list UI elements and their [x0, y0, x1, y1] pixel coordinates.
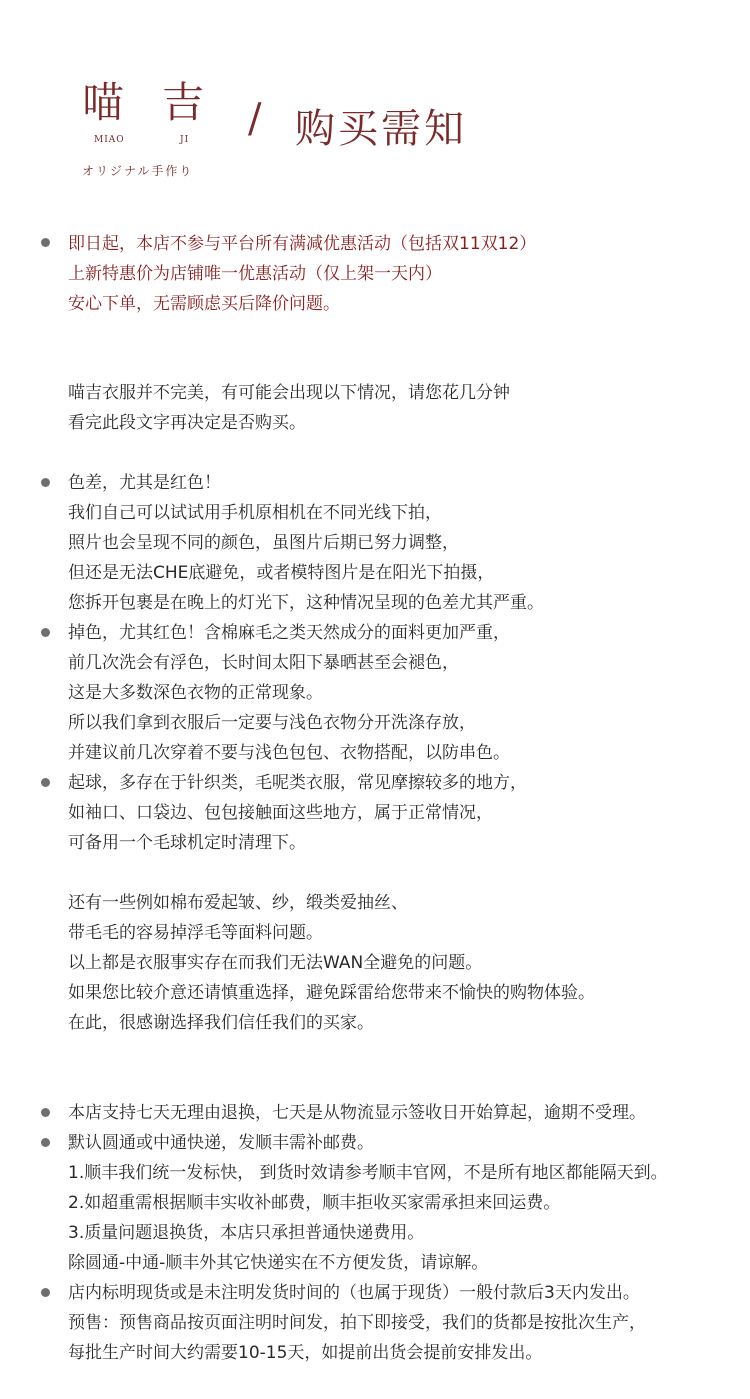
others-section [68, 888, 595, 1038]
intro-line: 喵吉衣服并不完美，有可能会出现以下情况，请您花几分钟 [68, 383, 510, 403]
bullet-icon [41, 238, 50, 247]
others-line: 以上都是衣服事实存在而我们无法WAN全避免的问题。 [68, 953, 483, 973]
policy-line: 1.顺丰我们统一发标快， 到货时效请参考顺丰官网，不是所有地区都能隔天到。 [68, 1163, 668, 1183]
issue-line: 可备用一个毛球机定时清理下。 [68, 833, 306, 853]
others-line: 在此，很感谢选择我们信任我们的买家。 [68, 1013, 374, 1033]
issue-line: 照片也会呈现不同的颜色，虽图片后期已努力调整， [68, 533, 459, 553]
policy-line: 除圆通-中通-顺丰外其它快递实在不方便发货，请谅解。 [68, 1253, 489, 1273]
issues-section [68, 468, 544, 858]
bullet-icon [41, 778, 50, 787]
policy-section [68, 1098, 668, 1368]
notice-line: 上新特惠价为店铺唯一优惠活动（仅上架一天内） [68, 264, 442, 284]
issue-line: 但还是无法CHE底避免，或者模特图片是在阳光下拍摄， [68, 563, 495, 583]
notice-section [68, 229, 536, 319]
issue-line: 这是大多数深色衣物的正常现象。 [68, 683, 323, 703]
bullet-icon [41, 1108, 50, 1117]
notice-line: 安心下单，无需顾虑买后降价问题。 [68, 294, 340, 314]
issue-line: 色差，尤其是红色！ [68, 473, 221, 493]
issue-line: 掉色，尤其红色！含棉麻毛之类天然成分的面料更加严重， [68, 623, 510, 643]
bullet-icon [41, 478, 50, 487]
issue-line: 您拆开包裹是在晚上的灯光下，这种情况呈现的色差尤其严重。 [68, 593, 544, 613]
policy-line: 本店支持七天无理由退换，七天是从物流显示签收日开始算起，逾期不受理。 [68, 1103, 646, 1123]
policy-line: 预售：预售商品按页面注明时间发，拍下即接受，我们的货都是按批次生产， [68, 1313, 646, 1333]
title-separator: / [248, 96, 262, 142]
intro-line: 看完此段文字再决定是否购买。 [68, 413, 306, 433]
intro-section [68, 378, 510, 438]
others-line: 带毛毛的容易掉浮毛等面料问题。 [68, 923, 323, 943]
issue-line: 起球，多存在于针织类，毛呢类衣服，常见摩擦较多的地方， [68, 773, 527, 793]
issue-line: 并建议前几次穿着不要与浅色包包、衣物搭配，以防串色。 [68, 743, 510, 763]
others-line: 还有一些例如棉布爱起皱、纱，缎类爱抽丝、 [68, 893, 408, 913]
bullet-icon [41, 628, 50, 637]
brand-pinyin-ji: JI [180, 135, 190, 145]
brand-char-ji: 吉 [162, 78, 205, 127]
policy-line: 每批生产时间大约需要10-15天，如提前出货会提前安排发出。 [68, 1343, 543, 1363]
policy-line: 2.如超重需根据顺丰实收补邮费，顺丰拒收买家需承担来回运费。 [68, 1193, 561, 1213]
issue-line: 如袖口、口袋边、包包接触面这些地方，属于正常情况， [68, 803, 493, 823]
bullet-icon [41, 1138, 50, 1147]
brand-char-miao: 喵 [82, 78, 125, 127]
notice-line: 即日起，本店不参与平台所有满减优惠活动（包括双11双12） [68, 234, 537, 254]
others-line: 如果您比较介意还请慎重选择，避免踩雷给您带来不愉快的购物体验。 [68, 983, 595, 1003]
issue-line: 前几次洗会有浮色，长时间太阳下暴晒甚至会褪色， [68, 653, 459, 673]
issue-line: 我们自己可以试试用手机原相机在不同光线下拍， [68, 503, 442, 523]
brand-pinyin-miao: MIAO [94, 135, 125, 145]
policy-line: 店内标明现货或是未注明发货时间的（也属于现货）一般付款后3天内发出。 [68, 1283, 640, 1303]
policy-line: 3.质量问题退换货，本店只承担普通快递费用。 [68, 1223, 425, 1243]
issue-line: 所以我们拿到衣服后一定要与浅色衣物分开洗涤存放， [68, 713, 476, 733]
brand-subtitle: オリジナル手作り [82, 164, 194, 178]
bullet-icon [41, 1288, 50, 1297]
policy-line: 默认圆通或中通快递，发顺丰需补邮费。 [68, 1133, 374, 1153]
page-title: 购买需知 [295, 106, 467, 152]
